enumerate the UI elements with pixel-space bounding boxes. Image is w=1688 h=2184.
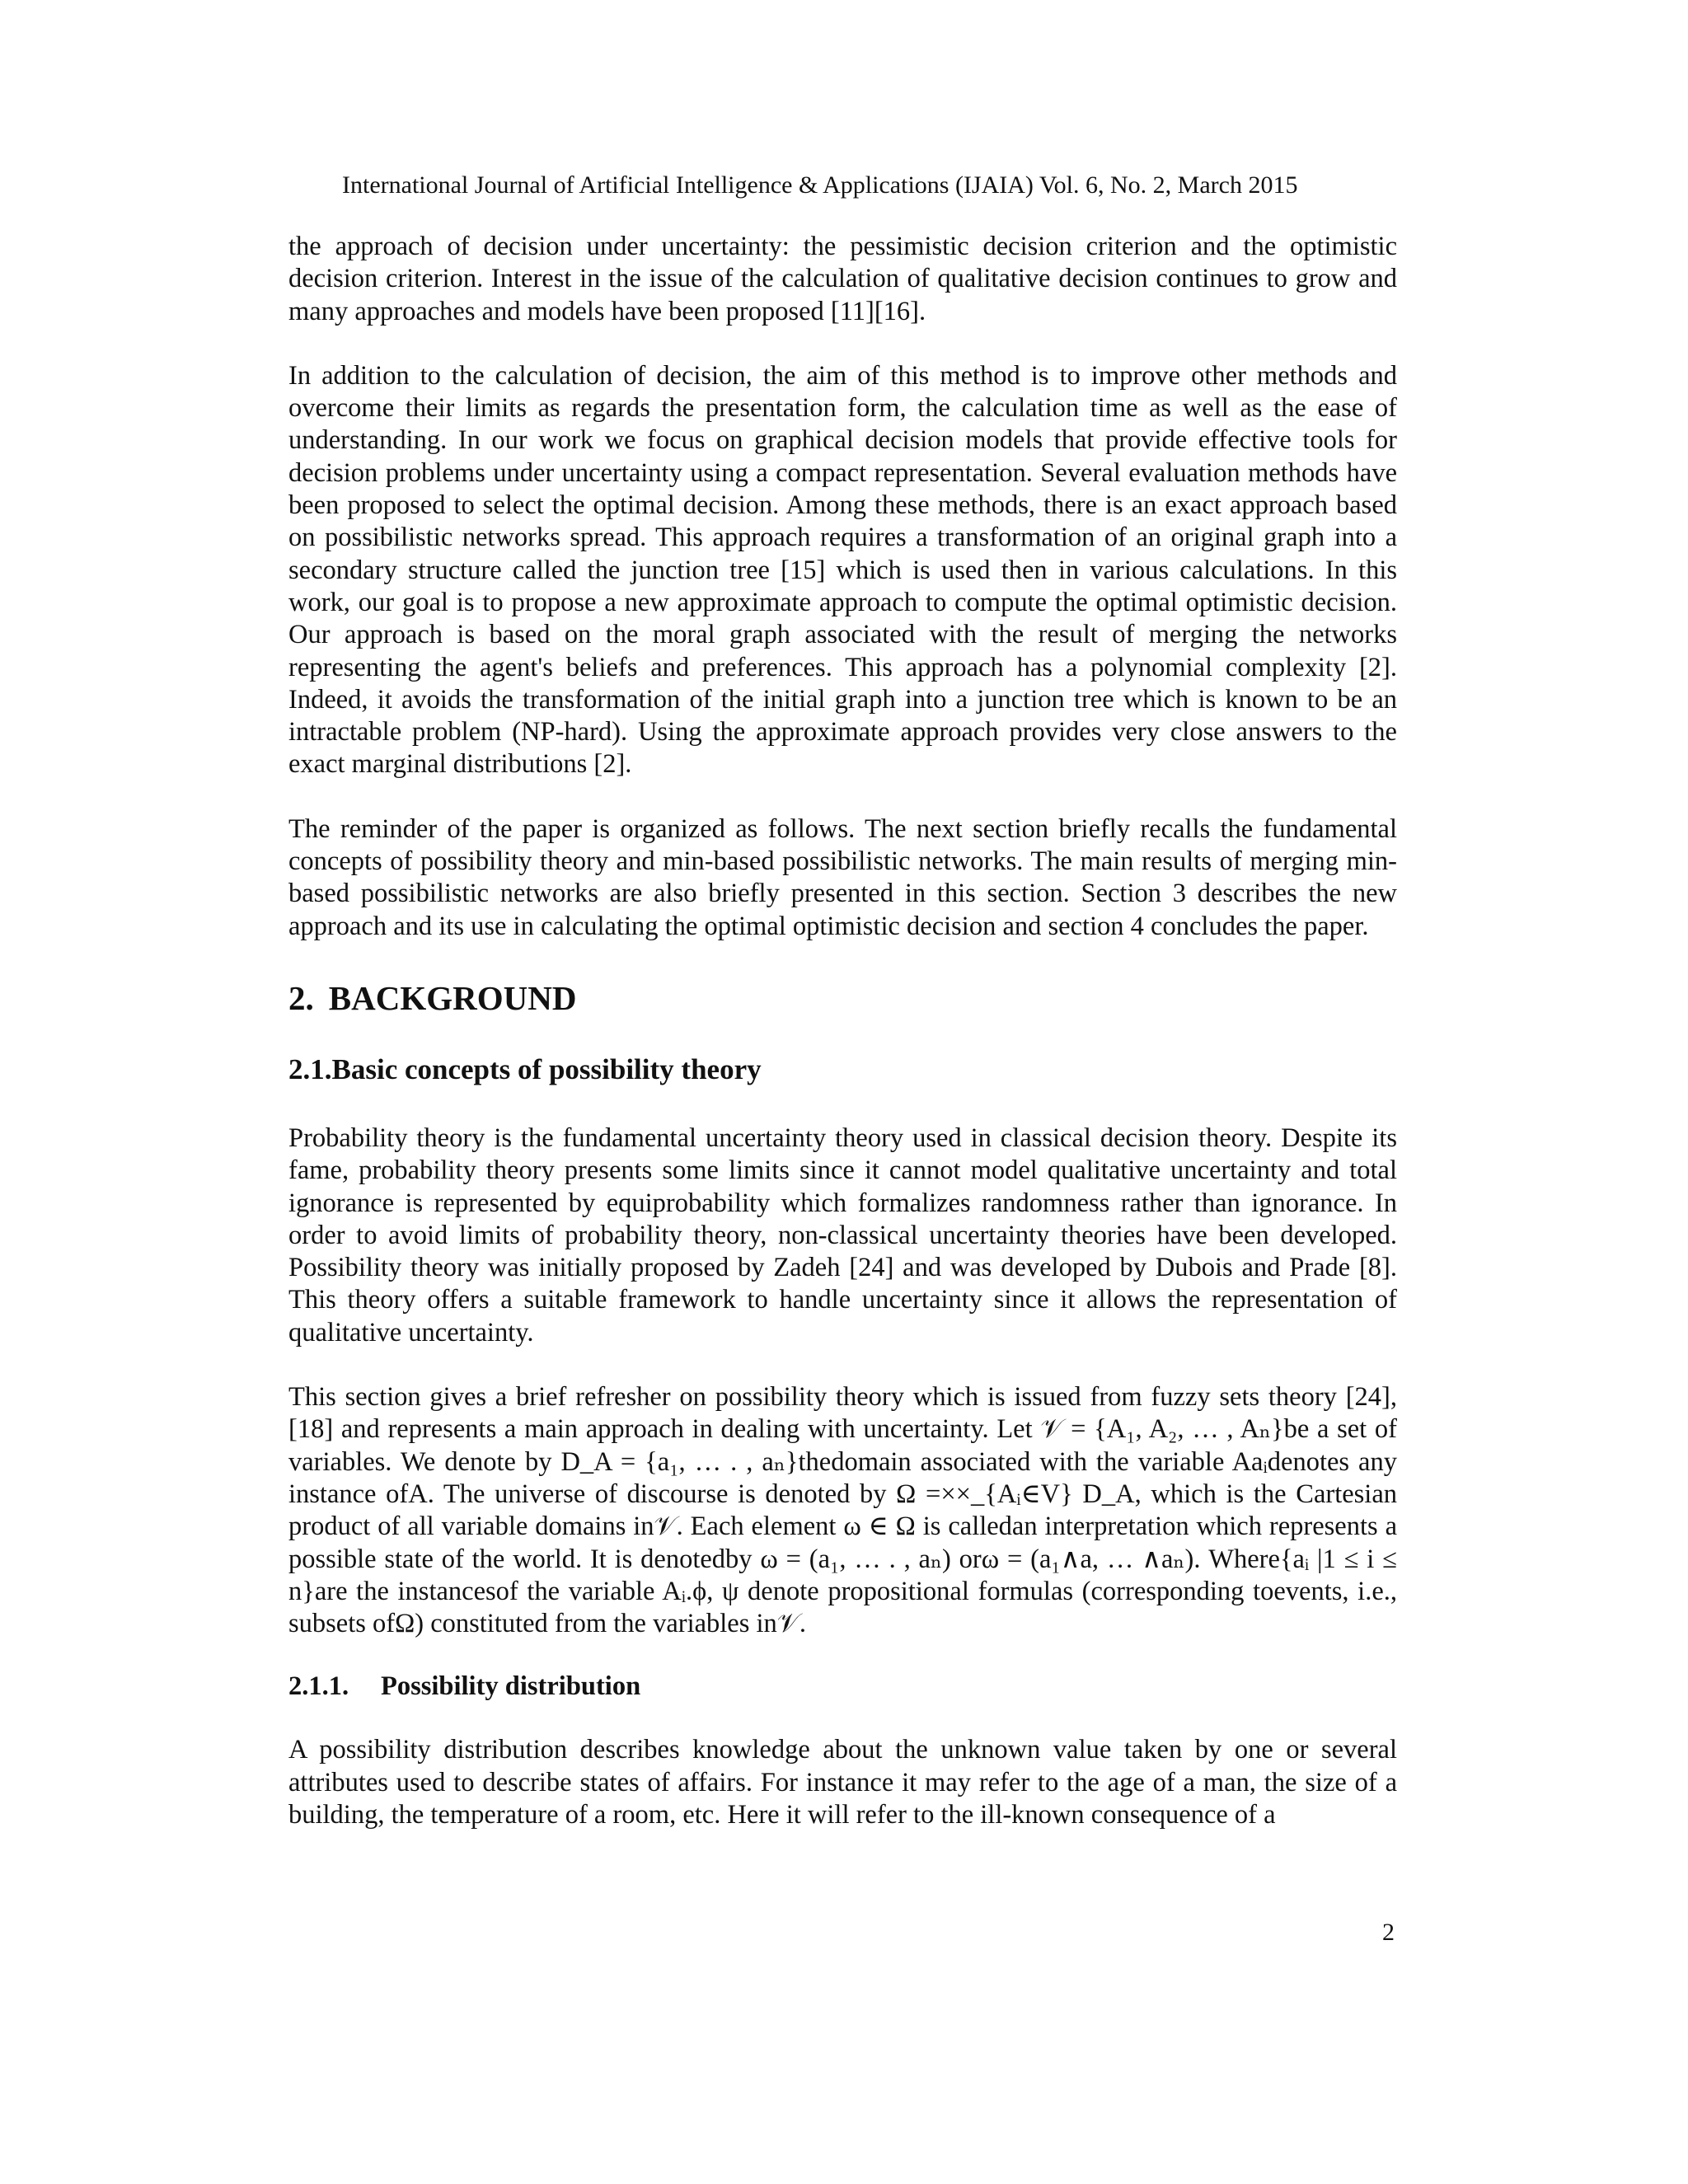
section-title: BACKGROUND — [328, 978, 577, 1017]
page-number: 2 — [1382, 1919, 1395, 1946]
running-header: International Journal of Artificial Intelligence & Applications (IJAIA) Vol. 6, No. 2, March 2015 — [342, 171, 1298, 199]
paragraph-intro-continuation: the approach of decision under uncertainty: the pessimistic decision criterion and the optimistic decision criterion. Interest in the issue of the calculation of qualitative decision continues to grow and many approaches and models have been proposed [11][16]. — [288, 232, 1397, 326]
paragraph-possibility-refresher: This section gives a brief refresher on possibility theory which is issued from fuzzy sets theory [24], [18] and represents a main approach in dealing with uncertainty. Let 𝒱 = {A₁, A₂, … , Aₙ}be a set of variables. We denote by D_A = {a₁, … . , aₙ}thedomain associated with the variable Aaᵢdenotes any instance ofA. The universe of discourse is denoted by Ω =××_{Aᵢ∈V} D_A, which is the Cartesian product of all variable domains in𝒱. Each element ω ∈ Ω is calledan interpretation which represents a possible state of the world. It is denotedby ω = (a₁, … . , aₙ) orω = (a₁∧a, … ∧aₙ). Where{aᵢ |1 ≤ i ≤ n}are the instancesof the variable Aᵢ.ϕ, ψ denote propositional formulas (corresponding toevents, i.e., subsets ofΩ) constituted from the variables in𝒱. — [288, 1382, 1397, 1639]
page-body — [288, 231, 1397, 1831]
subsection-heading: 2.1.Basic concepts of possibility theory — [288, 1052, 762, 1085]
section-number: 2. — [288, 978, 314, 1017]
subsubsection-heading — [288, 1668, 1397, 1704]
paragraph-probability-theory: Probability theory is the fundamental uncertainty theory used in classical decision theory. Despite its fame, probability theory presents some limits since it cannot model qualitative uncertainty and total ignorance is represented by equiprobability which formalizes randomness rather than ignorance. In order to avoid limits of probability theory, non-classical uncertainty theories have been developed. Possibility theory was initially proposed by Zadeh [24] and was developed by Dubois and Prade [8]. This theory offers a suitable framework to handle uncertainty since it allows the representation of qualitative uncertainty. — [288, 1122, 1397, 1347]
paragraph-possibility-distribution: A possibility distribution describes knowledge about the unknown value taken by one or several attributes used to describe states of affairs. For instance it may refer to the age of a man, the size of a building, the temperature of a room, etc. Here it will refer to the ill-known consequence of a — [288, 1735, 1397, 1830]
paragraph-method-aim: In addition to the calculation of decision, the aim of this method is to improve other methods and overcome their limits as regards the presentation form, the calculation time as well as the ease of understanding. In our work we focus on graphical decision models that provide effective tools for decision problems under uncertainty using a compact representation. Several evaluation methods have been proposed to select the optimal decision. Among these methods, there is an exact approach based on possibilistic networks spread. This approach requires a transformation of an original graph into a secondary structure called the junction tree [15] which is used then in various calculations. In this work, our goal is to propose a new approximate approach to compute the optimal optimistic decision. Our approach is based on the moral graph associated with the result of merging the networks representing the agent's beliefs and preferences. This approach has a polynomial complexity [2]. Indeed, it avoids the transformation of the initial graph into a junction tree which is known to be an intractable problem (NP-hard). Using the approximate approach provides very close answers to the exact marginal distributions [2]. — [288, 360, 1397, 780]
section-heading-background — [288, 975, 1397, 1021]
subsubsection-title: Possibility distribution — [381, 1671, 641, 1702]
paragraph-organization: The reminder of the paper is organized as follows. The next section briefly recalls the fundamental concepts of possibility theory and min-based possibilistic networks. The main results of merging min-based possibilistic networks are also briefly presented in this section. Section 3 describes the new approach and its use in calculating the optimal optimistic decision and section 4 concludes the paper. — [288, 813, 1397, 941]
subsubsection-number: 2.1.1. — [288, 1671, 349, 1702]
